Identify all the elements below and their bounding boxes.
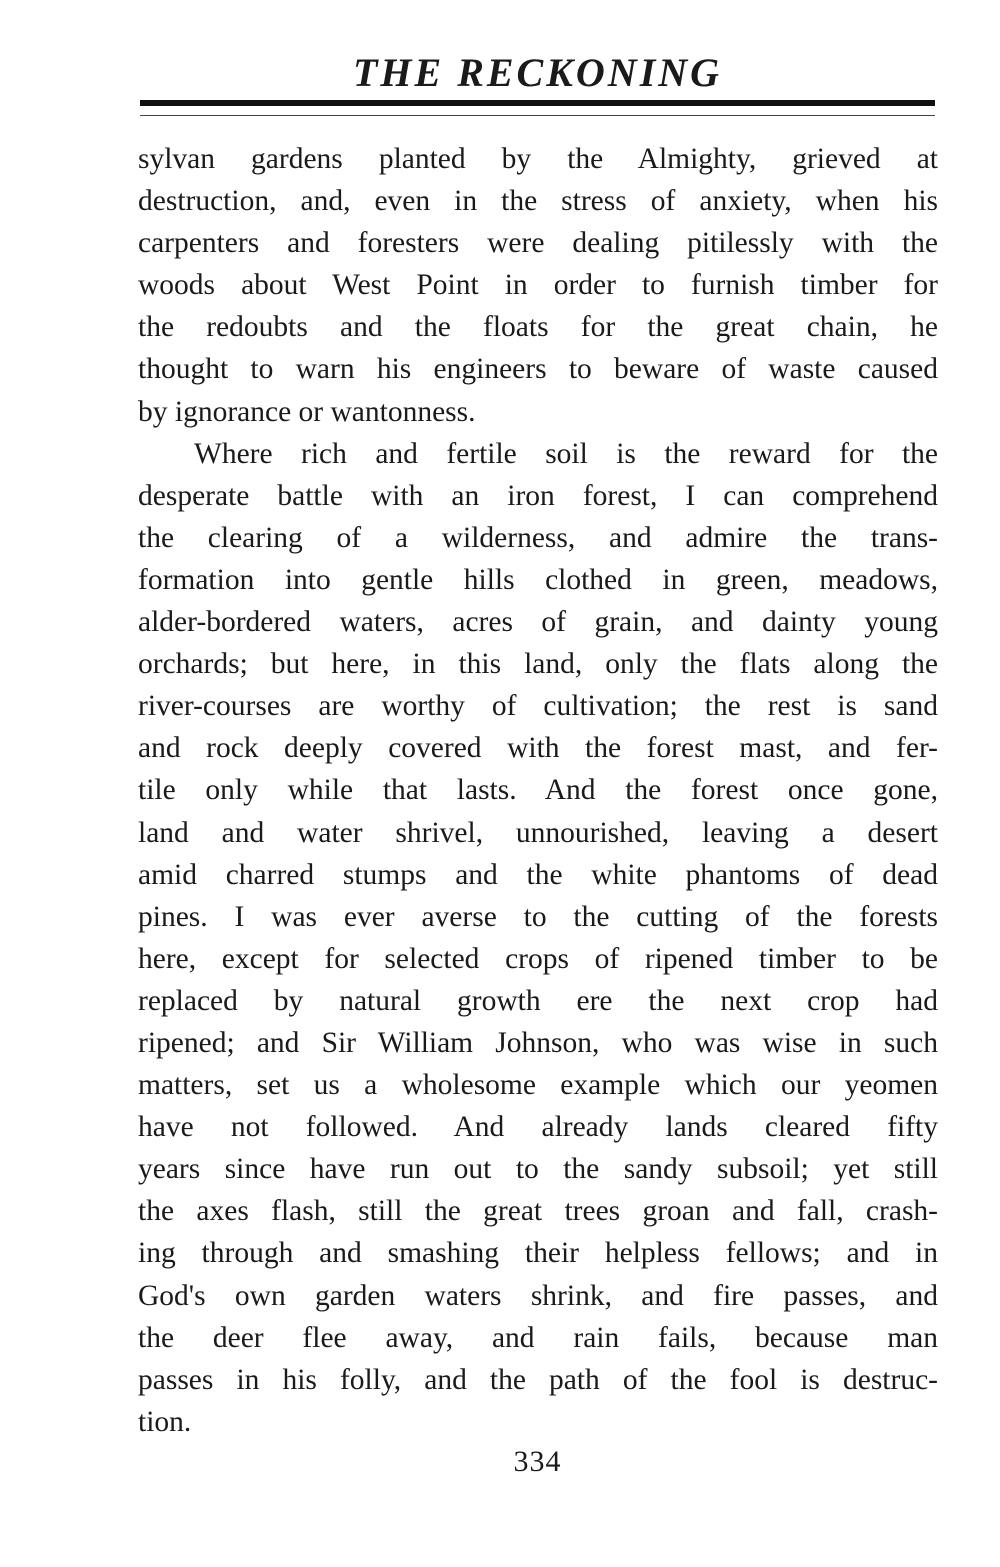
text-line: the clearing of a wilderness, and admire the trans-: [138, 521, 938, 554]
text-line: ripened; and Sir William Johnson, who was wise in such: [138, 1026, 938, 1059]
text-line: the axes flash, still the great trees groan and fall, crash-: [138, 1195, 938, 1228]
text-line: God's own garden waters shrink, and fire passes, and: [138, 1279, 938, 1312]
text-line: tile only while that lasts. And the forest once gone,: [138, 774, 938, 807]
text-line: woods about West Point in order to furnish timber for: [138, 269, 938, 302]
text-line: passes in his folly, and the path of the fool is destruc-: [138, 1363, 938, 1396]
text-line: here, except for selected crops of ripened timber to be: [138, 942, 938, 975]
text-line: replaced by natural growth ere the next crop had: [138, 984, 938, 1017]
text-line: formation into gentle hills clothed in green, meadows,: [138, 563, 938, 596]
page-number: 334: [513, 1445, 562, 1478]
text-line: thought to warn his engineers to beware of waste caused: [138, 353, 938, 386]
text-line: sylvan gardens planted by the Almighty, grieved at: [138, 143, 938, 175]
text-line: river-courses are worthy of cultivation; the rest is sand: [138, 690, 938, 723]
text-line: orchards; but here, in this land, only the flats along the: [138, 648, 938, 681]
text-line: years since have run out to the sandy subsoil; yet still: [138, 1153, 938, 1186]
text-line: land and water shrivel, unnourished, leaving a desert: [138, 816, 938, 849]
running-head: THE RECKONING: [352, 50, 723, 95]
text-line: Where rich and fertile soil is the reward for the: [194, 437, 938, 470]
body-text: [138, 138, 938, 1443]
text-line: ing through and smashing their helpless fellows; and in: [138, 1237, 938, 1270]
text-line: amid charred stumps and the white phantoms of dead: [138, 858, 938, 891]
text-line: carpenters and foresters were dealing pitilessly with the: [138, 227, 938, 260]
header-rule-thin: [140, 115, 935, 116]
text-line: alder-bordered waters, acres of grain, and dainty young: [138, 606, 938, 639]
text-line: and rock deeply covered with the forest mast, and fer-: [138, 732, 938, 765]
text-line: have not followed. And already lands cleared fifty: [138, 1111, 938, 1144]
text-line: pines. I was ever averse to the cutting of the forests: [138, 900, 938, 933]
text-line: tion.: [138, 1405, 192, 1438]
text-line: desperate battle with an iron forest, I can comprehend: [138, 479, 938, 512]
text-line: the deer flee away, and rain fails, because man: [138, 1321, 938, 1354]
text-line: by ignorance or wantonness.: [138, 395, 476, 428]
text-line: matters, set us a wholesome example which our yeomen: [138, 1069, 938, 1102]
header-rule-thick: [140, 100, 935, 106]
text-line: the redoubts and the floats for the great chain, he: [138, 311, 938, 344]
text-line: destruction, and, even in the stress of anxiety, when his: [138, 185, 938, 218]
